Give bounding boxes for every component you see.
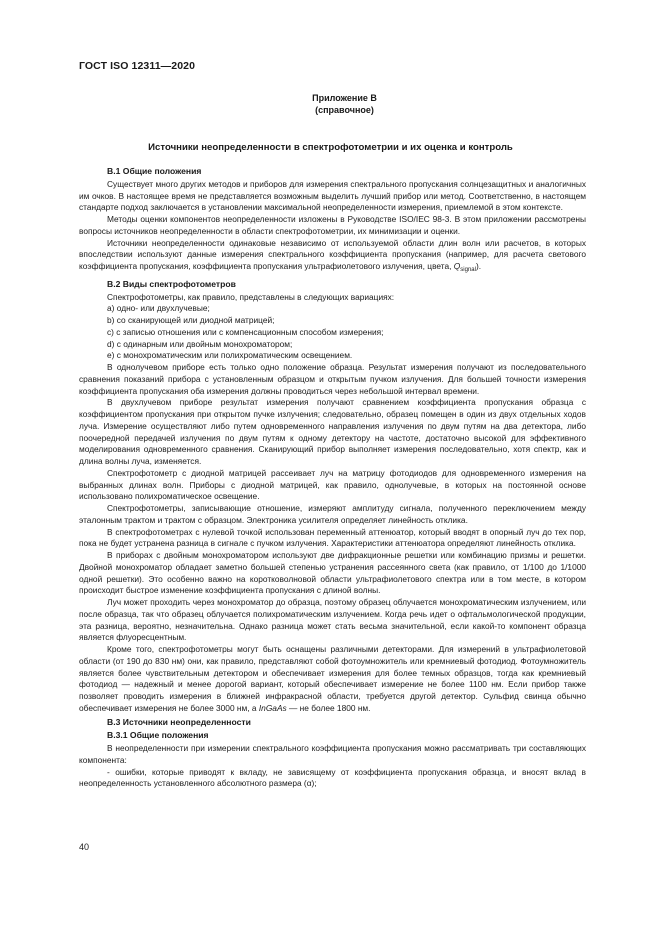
section-heading-b1: В.1 Общие положения [107,166,202,176]
subscript-signal: signal [460,267,476,273]
list-item: a) одно- или двухлучевые; [107,303,210,314]
paragraph: Существует много других методов и приборов для измерения спектрального пропускания солнцезащитных и аналогичных им очков. В настоящее время не представляется возможным выделить лучший прибор или метод. Соответственно, в настоящем стандарте подход заключается в установлении максимальной неопределенности измерения, приемлемой в этом контексте. [79,178,586,213]
page-number: 40 [79,842,90,852]
paragraph: В однолучевом приборе есть только одно положение образца. Результат измерения получают из последовательного сравнения показаний прибора с установленным образцом и открытым пучком излучения. Для большей точности измерения коэффициента пропускания оба измерения должны проводиться через небольшой интервал времени. [79,362,586,396]
text-run: — не более 1800 нм. [286,702,371,713]
paragraph: В приборах с двойным монохроматором используют две дифракционные решетки или комбинацию призмы и решетки. Двойной монохроматор обладает заметно большей степенью устранения рассеянного света (как правило, от 1/100 до 1/1000 одной решетки). Это особенно важно на коротковолновой области ультрафиолетового спектра или в том месте, в котором происходит быстрое изменение коэффициента пропускания с длиной волны. [79,550,586,596]
annex-title: Приложение В [312,93,377,103]
text-run: Источники неопределенности одинаковые независимо от используемой области длин волн или расчетов, в которых впоследствии используют данные измерения спектрального коэффициента пропускания (например, для расчета светового коэффициента пропускания, коэффициента пропускания ультрафиолетового излучения, цвета, [79,237,586,271]
standard-header: ГОСТ ISO 12311—2020 [79,60,196,72]
paragraph: В двухлучевом приборе результат измерения получают сравнением коэффициента пропускания образца с коэффициентом пропускания при открытом пучке излучения; следовательно, образец помещен в один из двух отдельных ходов луча. Измерение осуществляют либо путем одновременного направления излучения по двум путям на два детектора, либо поочередной передачей излучения по двум путям к одному детектору на частоте, достаточно высокой для эффективного моделирования одновременного сравнения. Сканирующий прибор выполняет измерения последовательно, хотя спектр, как и длина волны луча, изменяется. [79,397,586,466]
paragraph: Луч может проходить через монохроматор до образца, поэтому образец облучается монохроматическим излучением, или после образца, так что образец облучается полихроматическим излучением. Когда речь идет о офтальмологической продукции, эта разница, вероятно, незначительна. Однако разница может стать весьма значительной, если какой-то компонент образца является флуоресцентным. [79,597,586,643]
paragraph: В неопределенности при измерении спектрального коэффициента пропускания можно рассматривать три составляющих компонента: [79,743,586,765]
document-body [79,164,586,790]
annex-label [14,92,661,116]
paragraph: Спектрофотометры, как правило, представлены в следующих вариациях: [107,291,395,302]
section-heading-b3-1: В.3.1 Общие положения [107,730,209,741]
annex-type: (справочное) [315,105,374,115]
list-item: d) с одинарным или двойным монохроматором; [107,338,293,349]
annex-heading: Источники неопределенности в спектрофотометрии и их оценка и контроль [148,142,513,153]
variation-list [79,303,586,362]
symbol-q: Q [453,261,461,271]
text-run: ). [475,261,482,271]
paragraph [79,238,586,277]
paragraph [79,644,586,715]
paragraph: Спектрофотометры, записывающие отношение, измеряют амплитуду сигнала, полученного переключением между эталонным трактом и трактом с образцом. Электроника усилителя определяет линейность отклика. [79,503,586,525]
section-heading-b2: В.2 Виды спектрофотометров [107,278,236,289]
list-item: b) со сканирующей или диодной матрицей; [107,315,275,325]
ingaas-term: InGaAs [258,702,287,713]
text-run: Кроме того, спектрофотометры могут быть оснащены различными детекторами. Для измерений в ультрафиолетовой области (от 190 до 830 нм) они, как правило, представляют собой фотоумножитель или кремниевый фотодиод. Фотоумножитель является более чувствительным детектором и обеспечивает измерения для более темных образцов, тогда как кремниевый фотодиод — надежный и менее дорогой вариант, который обеспечивает измерение не более 1100 нм. Если прибор также позволяет проводить измерения в ближней инфракрасной области, требуется другой детектор. Сульфид свинца обычно обеспечивает измерения не более 3000 нм, а [79,644,586,713]
list-item: c) с записью отношения или с компенсационным способом измерения; [107,326,384,337]
paragraph: Методы оценки компонентов неопределенности изложены в Руководстве ISO/IEC 98-3. В этом приложении рассмотрены вопросы источников неопределенности в области спектрофотометрии, их минимизации и оценки. [79,214,586,236]
list-item: e) с монохроматическим или полихроматическим освещением. [107,350,353,361]
paragraph: В спектрофотометрах с нулевой точкой использован переменный аттенюатор, который вводят в опорный луч до тех пор, пока не будет устранена разница в сигнале с пучком излучения. Характеристики аттенюатора определяют линейность отклика. [79,526,586,549]
section-heading-b3: В.3 Источники неопределенности [107,716,251,727]
paragraph: - ошибки, которые приводят к вкладу, не зависящему от коэффициента пропускания образца, и вносят вклад в неопределенность установленного абсолютного размера (α); [79,766,586,789]
paragraph: Спектрофотометр с диодной матрицей рассеивает луч на матрицу фотодиодов для одновременного измерения на выбранных длинах волн. Приборы с диодной матрицей, как правило, однолучевые, в которых на постоянной основе использовано полихроматическое освещение. [79,467,586,502]
